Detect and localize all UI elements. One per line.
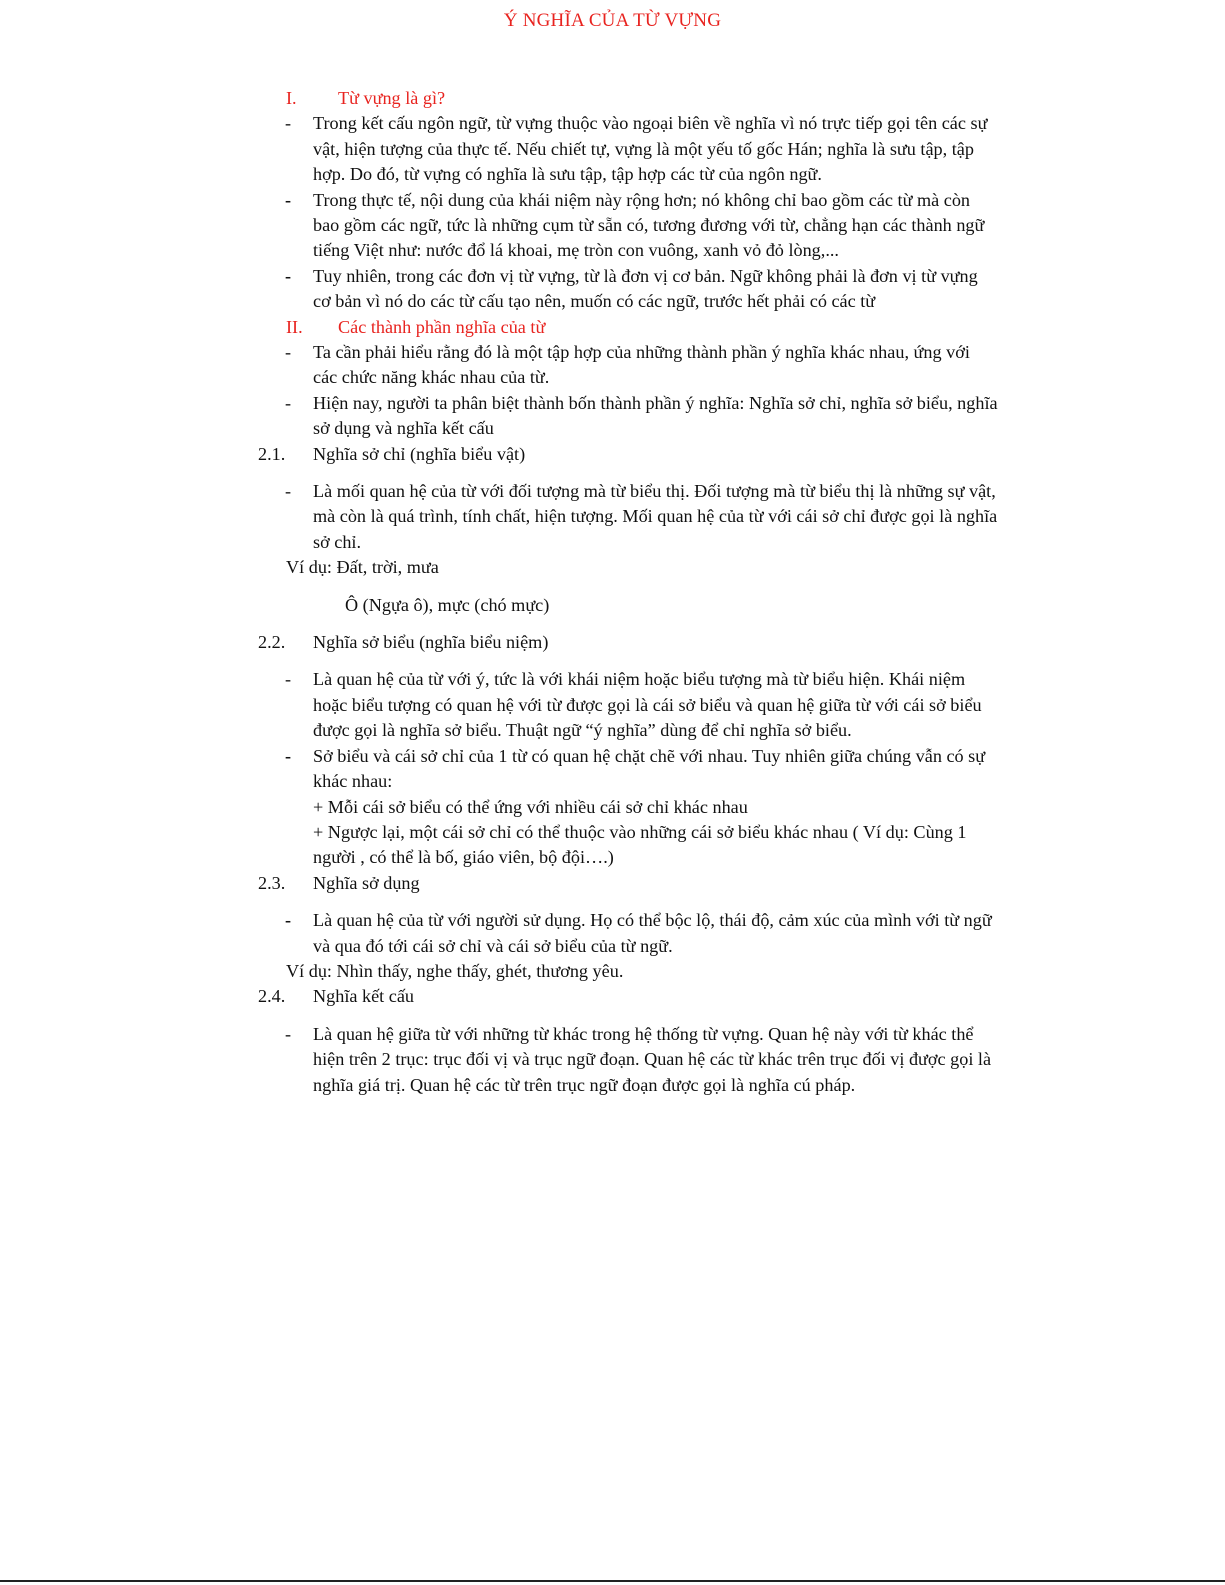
bullet-dash: -: [285, 392, 292, 413]
paragraph-text: Là mối quan hệ của từ với đối tượng mà từ biểu thị. Đối tượng mà từ biểu thị là những sự vật, mà còn là quá trình, tính chất, hiện tượng. Mối quan hệ của từ với cái sở chỉ được gọi là nghĩa sở chỉ.: [313, 481, 998, 552]
paragraph-text: Tuy nhiên, trong các đơn vị từ vựng, từ là đơn vị cơ bản. Ngữ không phải là đơn vị từ vựng cơ bản vì nó do các từ cấu tạo nên, muốn có các ngữ, trước hết phải có các từ: [313, 265, 978, 312]
list-item: [258, 391, 998, 442]
section-2-title: Các thành phần nghĩa của từ: [338, 316, 546, 337]
list-item: [258, 667, 998, 743]
example-line: Ví dụ: Đất, trời, mưa: [286, 557, 439, 578]
paragraph-text: Là quan hệ của từ với người sử dụng. Họ có thể bộc lộ, thái độ, cảm xúc của mình với từ ngữ và qua đó tới cái sở chỉ và cái sở biểu của từ ngữ.: [313, 910, 992, 956]
plus-item: + Mỗi cái sở biểu có thể ứng với nhiều cái sở chỉ khác nhau: [313, 796, 748, 817]
paragraph-text: Hiện nay, người ta phân biệt thành bốn thành phần ý nghĩa: Nghĩa sở chỉ, nghĩa sở biểu, nghĩa sở dụng và nghĩa kết cấu: [313, 392, 998, 439]
subsection-2-4-heading: [258, 984, 998, 1009]
section-2-number: II.: [286, 316, 303, 337]
subsection-number: 2.1.: [258, 443, 286, 464]
example-line: Ô (Ngựa ô), mực (chó mực): [345, 594, 550, 615]
bullet-dash: -: [285, 481, 292, 502]
bullet-dash: -: [285, 113, 292, 134]
bullet-dash: -: [285, 745, 292, 766]
bullet-dash: -: [285, 342, 292, 363]
list-item: [258, 340, 998, 391]
subsection-number: 2.3.: [258, 872, 286, 893]
document-title: Ý NGHĨA CỦA TỪ VỰNG: [503, 10, 722, 31]
section-1-number: I.: [286, 88, 297, 108]
paragraph-text: Là quan hệ giữa từ với những từ khác trong hệ thống từ vựng. Quan hệ này với từ khác thể hiện trên 2 trục: trục đối vị và trục ngữ đoạn. Quan hệ các từ khác trên trục đối vị được gọi là nghĩa giá trị. Quan hệ các từ trên trục ngữ đoạn được gọi là nghĩa cú pháp.: [313, 1023, 992, 1095]
list-item: [258, 908, 998, 959]
paragraph-text: Ta cần phải hiểu rằng đó là một tập hợp của những thành phần ý nghĩa khác nhau, ứng với các chức năng khác nhau của từ.: [313, 342, 970, 388]
section-1-title: Từ vựng là gì?: [338, 88, 446, 108]
section-2-heading: [258, 315, 998, 340]
paragraph-text: Là quan hệ của từ với ý, tức là với khái niệm hoặc biểu tượng mà từ biểu hiện. Khái niệm hoặc biểu tượng có quan hệ với từ được gọi là cái sở biểu và quan hệ giữa từ với cái sở biểu được gọi là nghĩa sở biểu. Thuật ngữ “ý nghĩa” dùng để chỉ nghĩa sở biểu.: [313, 669, 982, 741]
paragraph-text: Trong kết cấu ngôn ngữ, từ vựng thuộc vào ngoại biên về nghĩa vì nó trực tiếp gọi tên các sự vật, hiện tượng của thực tế. Nếu chiết tự, vựng là một yếu tố gốc Hán; nghĩa là sưu tập, tập hợp. Do đó, từ vựng có nghĩa là sưu tập, tập hợp các từ của ngôn ngữ.: [313, 113, 988, 185]
document-body: [258, 86, 998, 1098]
subsection-title: Nghĩa kết cấu: [313, 986, 414, 1007]
bullet-dash: -: [285, 1023, 292, 1044]
subsection-2-1-heading: [258, 442, 998, 467]
subsection-title: Nghĩa sở chỉ (nghĩa biểu vật): [313, 443, 526, 464]
list-item: [258, 188, 998, 264]
plus-item: + Ngược lại, một cái sở chỉ có thể thuộc vào những cái sở biểu khác nhau ( Ví dụ: Cùng 1 người , có thể là bố, giáo viên, bộ đội….): [313, 821, 967, 868]
section-1-heading: [258, 86, 998, 111]
paragraph-text: Trong thực tế, nội dung của khái niệm này rộng hơn; nó không chỉ bao gồm các từ mà còn bao gồm các ngữ, tức là những cụm từ sẵn có, tương đương với từ, chẳng hạn các thành ngữ tiếng Việt như: nước đổ lá khoai, mẹ tròn con vuông, xanh vỏ đỏ lòng,...: [313, 189, 985, 261]
subsection-number: 2.4.: [258, 986, 286, 1007]
subsection-number: 2.2.: [258, 632, 286, 653]
subsection-2-2-heading: [258, 630, 998, 655]
example-line: Ví dụ: Nhìn thấy, nghe thấy, ghét, thương yêu.: [286, 960, 624, 981]
bullet-dash: -: [285, 189, 292, 210]
subsection-title: Nghĩa sở dụng: [313, 872, 420, 893]
list-item: [258, 479, 998, 555]
list-item: [258, 111, 998, 187]
list-item: [258, 744, 998, 795]
bullet-dash: -: [285, 265, 292, 286]
bullet-dash: -: [285, 910, 292, 931]
paragraph-text: Sở biểu và cái sở chỉ của 1 từ có quan hệ chặt chẽ với nhau. Tuy nhiên giữa chúng vẫn có sự khác nhau:: [313, 745, 986, 792]
list-item: [258, 264, 998, 315]
page-bottom-rule: [0, 1580, 1225, 1582]
list-item: [258, 1022, 998, 1098]
subsection-2-3-heading: [258, 871, 998, 896]
bullet-dash: -: [285, 669, 292, 690]
subsection-title: Nghĩa sở biểu (nghĩa biểu niệm): [313, 632, 549, 653]
